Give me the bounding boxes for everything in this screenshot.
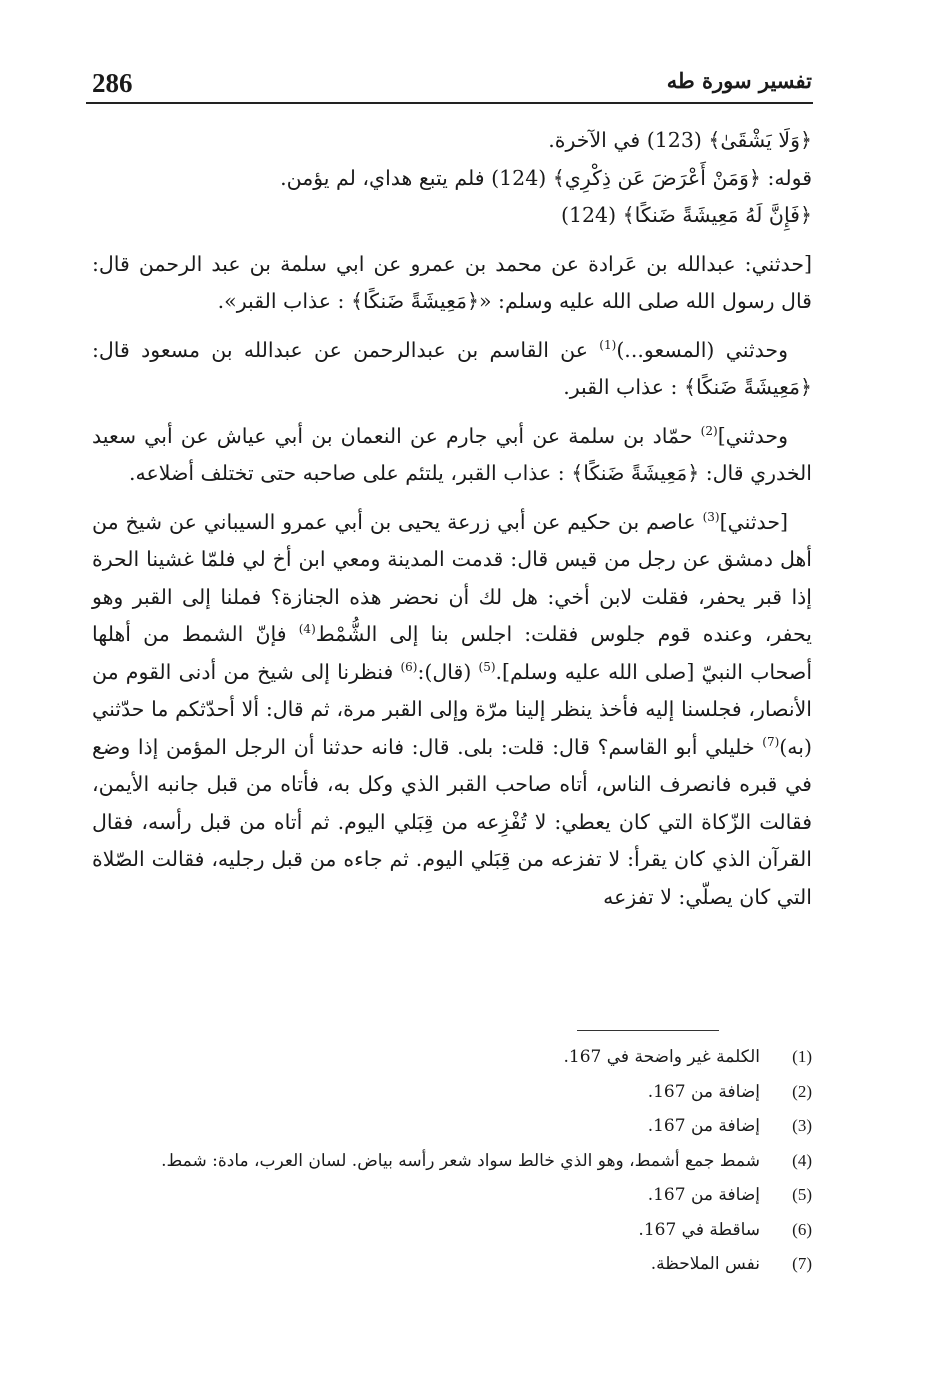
footnote-text: نفس الملاحظة. xyxy=(650,1254,760,1274)
footnote-ref: (6) xyxy=(400,659,418,674)
text-run: حمّاد بن سلمة عن أبي جارم عن النعمان بن أبي عياش عن أبي سعيد الخدري قال: ﴿مَعِيشَةً ضَنكًا﴾ : عذاب القبر، يلتئم على صاحبه حتى تختلف أضلاعه. xyxy=(92,423,812,485)
paragraph xyxy=(92,332,812,407)
text-run: فإنّ الشمط من أهلها أصحاب النبيّ [صلى الله عليه وسلم]. xyxy=(92,622,813,684)
text-run: وحدثني (المسعو...) xyxy=(616,337,788,362)
text-run: عاصم بن حكيم عن أبي زرعة يحيى بن أبي عمرو السيباني عن شيخ من أهل دمشق عن رجل من قيس قال: قدمت المدينة ومعي ابن أخ لي فلمّا غشينا الحرة إذا قبر يحفر، فقلت لابن أخي: هل لك أن نحضر هذه الجنازة؟ فملنا إلى القبر وهو يحفر، وعنده قوم جلوس فقلت: اجلس بنا إلى الشُّمْط xyxy=(92,509,812,646)
footnote-number: (4) xyxy=(792,1150,812,1170)
footnote-text: ساقطة في 167. xyxy=(638,1219,760,1240)
footnote-number: (2) xyxy=(792,1081,812,1101)
main-text xyxy=(92,122,812,927)
footnote-ref: (4) xyxy=(298,622,316,637)
page-header xyxy=(92,58,812,102)
footnote-number: (1) xyxy=(792,1047,812,1066)
running-title: تفسير سورة طه xyxy=(666,68,812,93)
footnote-text: إضافة من 167. xyxy=(647,1116,760,1136)
footnote-text: إضافة من 167. xyxy=(647,1185,760,1205)
footnote-item xyxy=(86,1109,812,1144)
header-rule xyxy=(86,102,813,104)
text-run: وحدثني] xyxy=(717,423,788,448)
paragraph xyxy=(92,418,812,493)
text-run: عن القاسم بن عبدالرحمن عن عبدالله بن مسعود قال: ﴿مَعِيشَةً ضَنكًا﴾ : عذاب القبر. xyxy=(92,337,812,399)
footnote-item xyxy=(86,1247,812,1282)
footnote-item xyxy=(86,1213,812,1248)
footnote-item xyxy=(86,1144,812,1179)
paragraph xyxy=(92,504,812,917)
footnote-number: (5) xyxy=(792,1185,812,1204)
footnote-ref: (5) xyxy=(478,659,496,674)
paragraph: ﴿فَإِنَّ لَهُ مَعِيشَةً ضَنكًا﴾ (124) xyxy=(560,203,812,227)
footnote-ref: (1) xyxy=(599,337,617,352)
footnote-ref: (3) xyxy=(702,509,720,524)
footnote-number: (7) xyxy=(792,1254,812,1273)
paragraph: ﴿وَلَا يَشْقَىٰ﴾ (123) في الآخرة. xyxy=(548,128,812,152)
footnotes xyxy=(86,1040,812,1282)
footnote-text: شمط جمع أشمط، وهو الذي خالط سواد شعر رأسه بياض. لسان العرب، مادة: شمط. xyxy=(161,1150,760,1171)
footnote-ref: (7) xyxy=(762,734,780,749)
footnote-item xyxy=(86,1178,812,1213)
footnote-number: (3) xyxy=(792,1116,812,1135)
paragraph: قوله: ﴿وَمَنْ أَعْرَضَ عَن ذِكْرِي﴾ (124) فلم يتبع هداي، لم يؤمن. xyxy=(280,165,812,190)
page-number: 286 xyxy=(92,68,133,98)
footnote-text: إضافة من 167. xyxy=(647,1081,760,1102)
footnote-ref: (2) xyxy=(700,423,718,438)
footnote-rule xyxy=(577,1030,719,1031)
text-run: [حدثني] xyxy=(719,509,788,534)
footnote-number: (6) xyxy=(792,1219,812,1239)
text-run: فنظرنا إلى شيخ من أدنى القوم من الأنصار، فجلسنا إليه فأخذ ينظر إلينا مرّة وإلى القبر مرة، ثم قال: ألا أحدّثكم ما حدّثني (به) xyxy=(92,659,812,759)
paragraph: [حدثني: عبدالله بن عَرادة عن محمد بن عمرو عن ابي سلمة بن عبد الرحمن قال: قال رسول الله صلى الله عليه وسلم: «﴿مَعِيشَةً ضَنكًا﴾ : عذاب القبر». xyxy=(92,251,812,313)
text-run: خليلي أبو القاسم؟ قال: قلت: بلى. قال: فانه حدثنا أن الرجل المؤمن إذا وضع في قبره فانصرف الناس، أتاه صاحب القبر الذي وكل به، فأتاه من قبل جانبه الأيمن، فقالت الزّكاة التي كان يعطي: لا تُفْزِعه من قِبَلي اليوم. ثم أتاه من قبل رأسه، فقال القرآن الذي كان يقرأ: لا تفزعه من قِبَلي اليوم. ثم جاءه من قبل رجليه، فقالت الصّلاة التي كان يصلّي: لا تفزعه xyxy=(92,734,812,909)
footnote-text: الكلمة غير واضحة في 167. xyxy=(563,1047,760,1067)
footnote-item xyxy=(86,1075,812,1110)
text-run: (قال): xyxy=(417,659,479,684)
footnote-item xyxy=(86,1040,812,1075)
